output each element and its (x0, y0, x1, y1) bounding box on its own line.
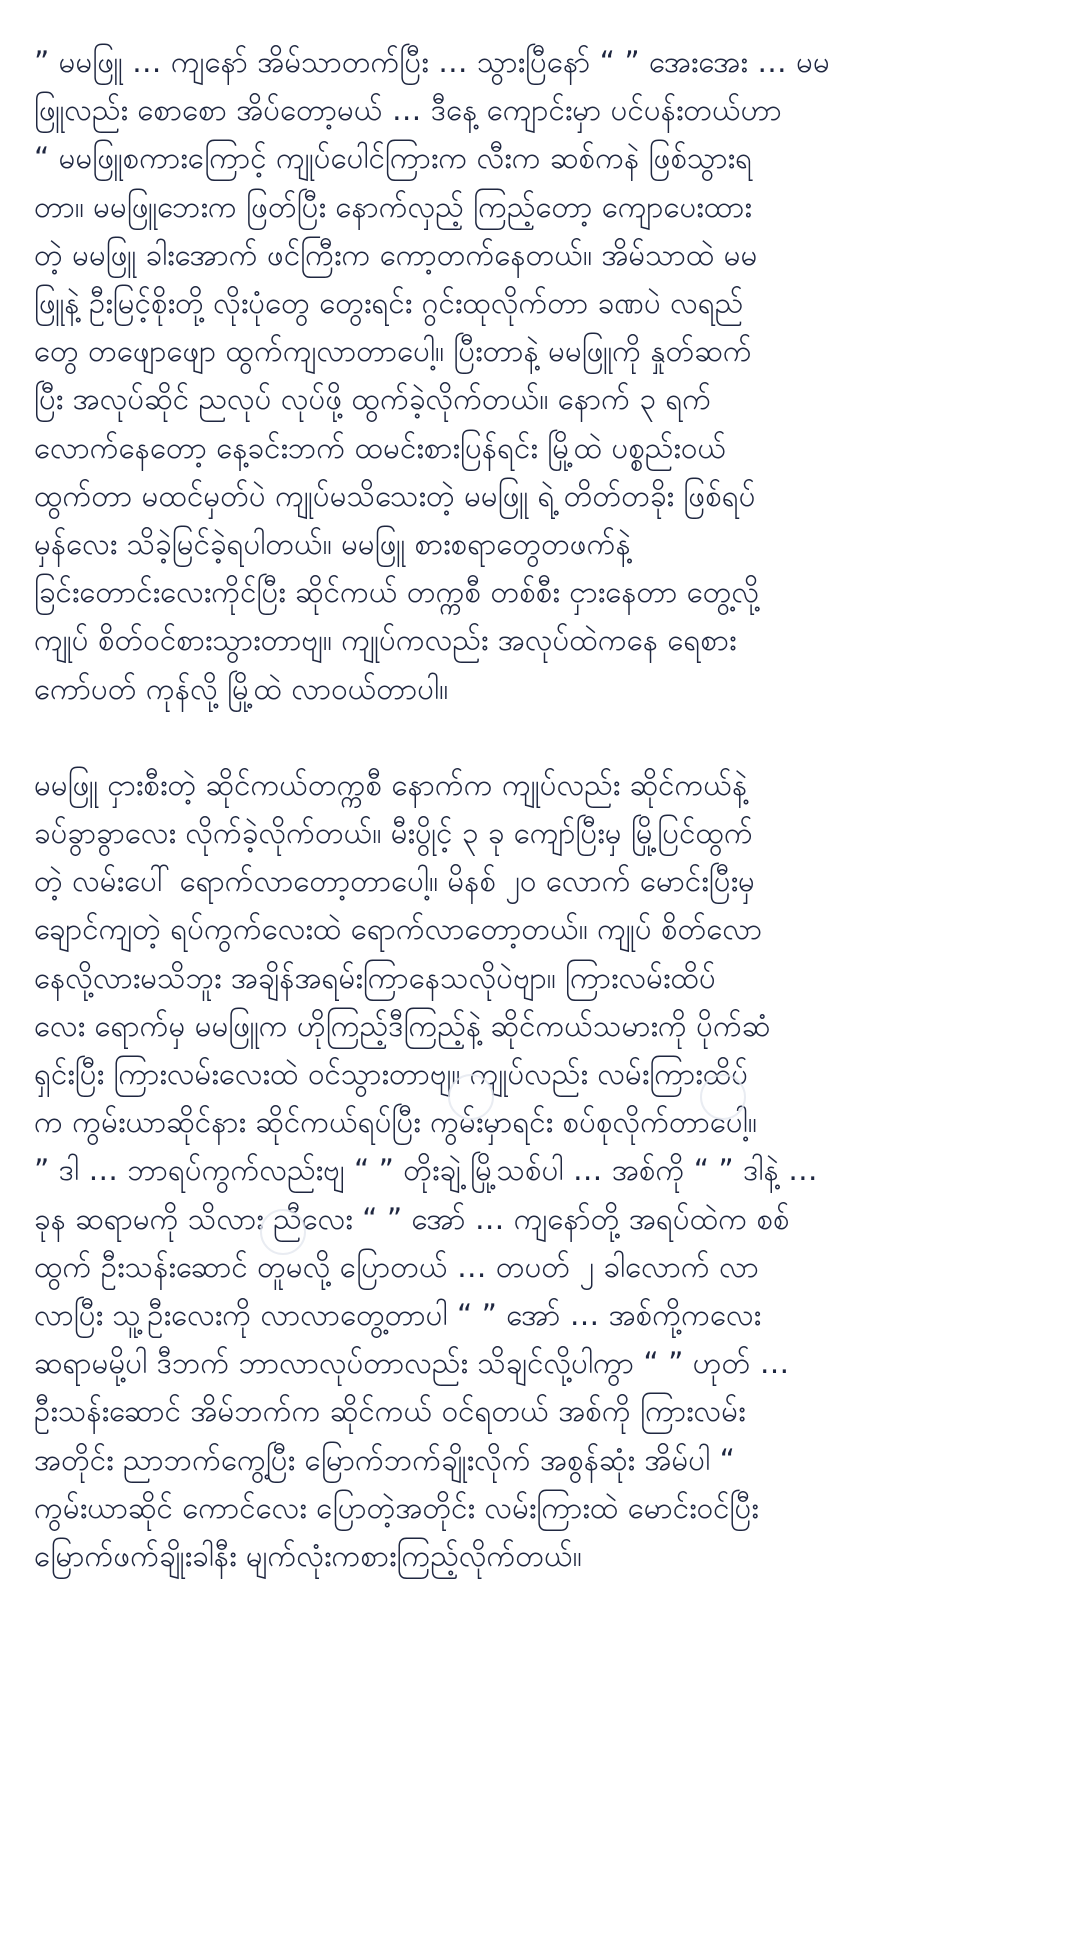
text-line: ” ဒါ … ဘာရပ်ကွက်လည်းဗျ “ ” တိုးချဲ့ မြို့သစ်ပါ … အစ်ကို “ ” ဒါနဲ့ … (34, 1153, 818, 1188)
watermark-circle-icon (448, 1074, 494, 1120)
text-line: ခြင်းတောင်းလေးကိုင်ပြီး ဆိုင်ကယ် တက္ကစီ တစ်စီး ငှားနေတာ တွေ့လို့ (34, 575, 760, 610)
text-line: တွေ တဖျောဖျော ထွက်ကျလာတာပေါ့။ ပြီးတာနဲ့ မမဖြူကို နှုတ်ဆက် (34, 334, 752, 369)
text-line: ချောင်ကျတဲ့ ရပ်ကွက်လေးထဲ ရောက်လာတော့တယ်။ ကျုပ် စိတ်လော (34, 912, 763, 947)
text-line: မမဖြူ ငှားစီးတဲ့ ဆိုင်ကယ်တက္ကစီ နောက်က ကျုပ်လည်း ဆိုင်ကယ်နဲ့ (34, 767, 748, 802)
text-line: နေလို့လားမသိဘူး အချိန်အရမ်းကြာနေသလိုပဲဗျာ။ ကြားလမ်းထိပ် (34, 960, 716, 995)
text-line: တဲ့ မမဖြူ ခါးအောက် ဖင်ကြီးက ကော့တက်နေတယ်။ အိမ်သာထဲ မမ (34, 237, 758, 272)
text-line: ပြီး အလုပ်ဆိုင် ညလုပ် လုပ်ဖို့ ထွက်ခဲ့လိုက်တယ်။ နောက် ၃ ရက် (34, 382, 712, 417)
text-line: မှန်လေး သိခဲ့မြင်ခဲ့ရပါတယ်။ မမဖြူ စားစရာတွေတဖက်နဲ့ (34, 527, 631, 562)
text-line: “ မမဖြူစကားကြောင့် ကျုပ်ပေါင်ကြားက လီးက ဆစ်ကနဲ ဖြစ်သွားရ (34, 141, 753, 176)
text-line: လာပြီး သူ့ဦးလေးကို လာလာတွေ့တာပါ “ ” အော် … အစ်ကို့ကလေး (34, 1298, 762, 1333)
text-line: က ကွမ်းယာဆိုင်နား ဆိုင်ကယ်ရပ်ပြီး ကွမ်းမှာရင်း စပ်စုလိုက်တာပေါ့။ (34, 1105, 757, 1140)
text-line: ဦးသန်းဆောင် အိမ်ဘက်က ဆိုင်ကယ် ဝင်ရတယ် အစ်ကို ကြားလမ်း (34, 1394, 746, 1429)
text-line: ထွက်တာ မထင်မှတ်ပဲ ကျုပ်မသိသေးတဲ့ မမဖြူ ရဲ့ တိတ်တခိုး ဖြစ်ရပ် (34, 478, 756, 513)
watermark-circle-icon (260, 1209, 306, 1255)
text-line: ဖြူလည်း စောစော အိပ်တော့မယ် … ဒီနေ့ ကျောင်းမှာ ပင်ပန်းတယ်ဟာ (34, 93, 782, 128)
text-line: ဖြူနဲ့ ဦးမြင့်စိုးတို့ လိုးပုံတွေ တွေးရင်း ဂွင်းထုလိုက်တာ ခဏပဲ လရည် (34, 286, 744, 321)
watermark-circle-icon (700, 1074, 746, 1120)
text-line: အတိုင်း ညာဘက်ကွေ့ပြီး မြောက်ဘက်ချိုးလိုက် အစွန်ဆုံး အိမ်ပါ “ (34, 1442, 735, 1477)
text-line: တာ။ မမဖြူဘေးက ဖြတ်ပြီး နောက်လှည့် ကြည့်တော့ ကျောပေးထား (34, 189, 752, 224)
text-line: လောက်နေတော့ နေ့ခင်းဘက် ထမင်းစားပြန်ရင်း မြို့ထဲ ပစ္စည်းဝယ် (34, 430, 727, 465)
text-line: ကော်ပတ် ကုန်လို့ မြို့ထဲ လာဝယ်တာပါ။ (34, 671, 449, 706)
text-line: ခုန ဆရာမကို သိလား ညီလေး “ ” အော် … ကျနော်တို့ အရပ်ထဲက စစ် (34, 1201, 790, 1236)
text-line: ထွက် ဦးသန်းဆောင် တူမလို့ ပြောတယ် … တပတ် ၂ ခါလောက် လာ (34, 1249, 759, 1284)
paragraph-2 (34, 761, 1046, 1580)
text-line: ကျုပ် စိတ်ဝင်စားသွားတာဗျ။ ကျုပ်ကလည်း အလုပ်ထဲကနေ ရေစား (34, 623, 737, 658)
paragraph-spacer (34, 713, 1046, 761)
text-line: ခပ်ခွာခွာလေး လိုက်ခဲ့လိုက်တယ်။ မီးပွိုင့် ၃ ခု ကျော်ပြီးမှ မြို့ပြင်ထွက် (34, 816, 753, 851)
text-line: မြောက်ဖက်ချိုးခါနီး မျက်လုံးကစားကြည့်လိုက်တယ်။ (34, 1539, 582, 1574)
article-body (34, 38, 1046, 1580)
text-line: ရှင်းပြီး ကြားလမ်းလေးထဲ ဝင်သွားတာဗျ။ ကျုပ်လည်း လမ်းကြားထိပ် (34, 1057, 749, 1092)
text-line: ” မမဖြူ … ကျနော် အိမ်သာတက်ပြီး … သွားပြီနော် “ ” အေးအေး … မမ (34, 45, 830, 79)
text-line: လေး ရောက်မှ မမဖြူက ဟိုကြည့်ဒီကြည့်နဲ့ ဆိုင်ကယ်သမားကို ပိုက်ဆံ (34, 1008, 771, 1043)
text-line: ကွမ်းယာဆိုင် ကောင်လေး ပြောတဲ့အတိုင်း လမ်းကြားထဲ မောင်းဝင်ပြီး (34, 1490, 759, 1525)
text-line: ဆရာမမို့ပါ ဒီဘက် ဘာလာလုပ်တာလည်း သိချင်လို့ပါကွာ “ ” ဟုတ် … (34, 1346, 790, 1381)
text-line: တဲ့ လမ်းပေါ် ရောက်လာတော့တာပေါ့။ မိနစ် ၂၀ လောက် မောင်းပြီးမှ (34, 864, 755, 899)
paragraph-1 (34, 38, 1046, 713)
